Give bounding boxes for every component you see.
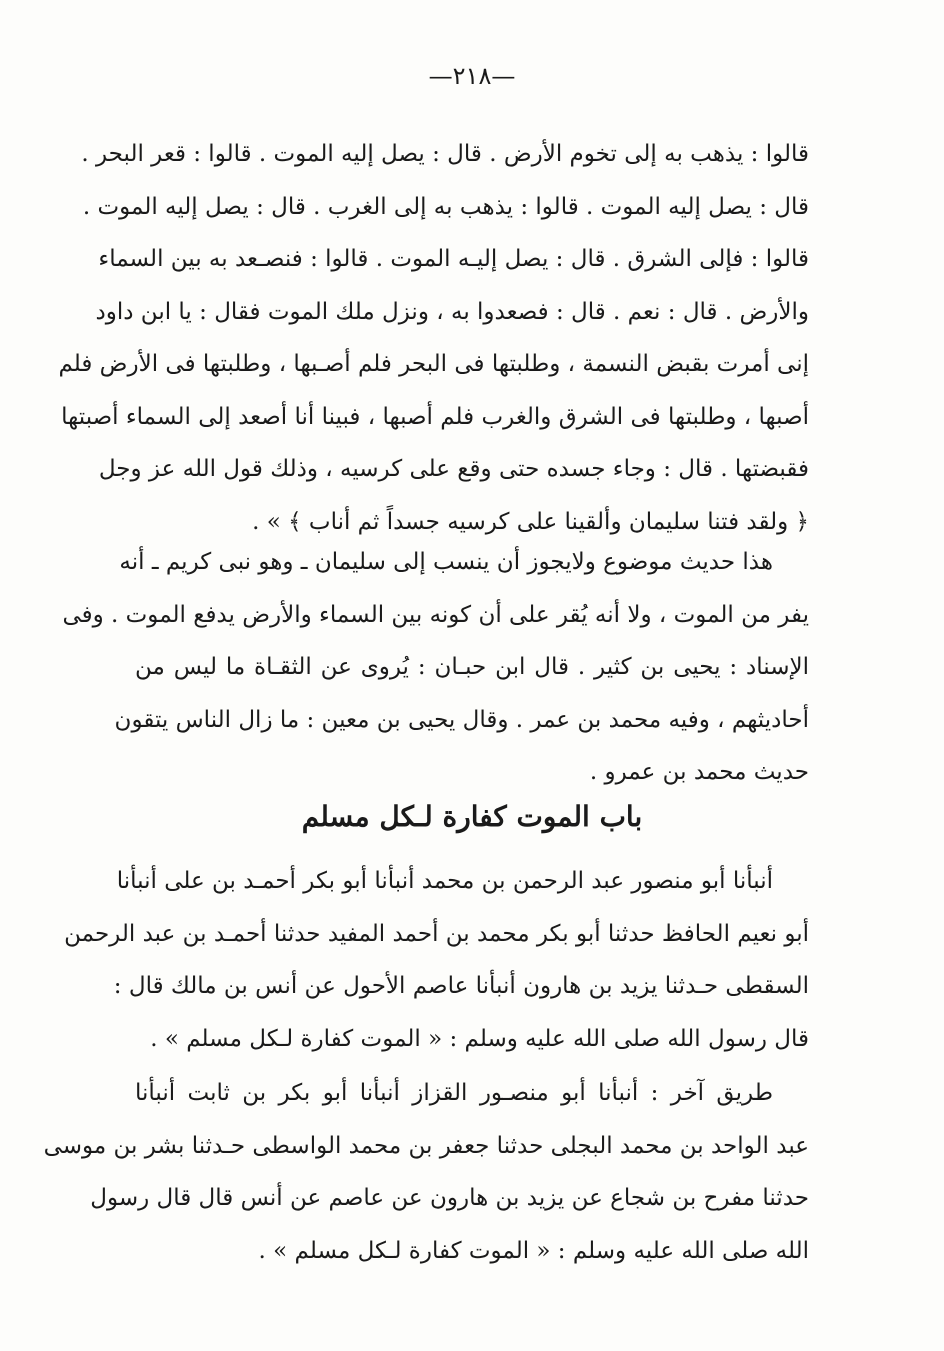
- page-number: —٢١٨—: [428, 62, 516, 90]
- paragraph-dialogue: [58, 128, 809, 548]
- text-line: قال رسول الله صلى الله عليه وسلم : « الموت كفارة لـكل مسلم » .: [150, 1025, 809, 1052]
- text-line: السقطى حـدثنا يزيد بن هارون أنبأنا عاصم الأحول عن أنس بن مالك قال :: [113, 973, 809, 999]
- text-line: أصبها ، وطلبتها فى الشرق والغرب فلم أصبها ، فبينا أنا أصعد إلى السماء أصبتها: [61, 403, 809, 430]
- section-heading: باب الموت كفارة لـكل مسلم: [301, 800, 643, 833]
- text-line: ﴿ ولقد فتنا سليمان وألقينا على كرسيه جسداً ثم أناب ﴾ » .: [252, 508, 809, 535]
- paragraph-hadith-chain: [64, 855, 809, 1065]
- text-line: حديث محمد بن عمرو .: [589, 759, 809, 785]
- text-line: أبو نعيم الحافظ حدثنا أبو بكر محمد بن أحمد المفيد حدثنا أحمـد بن عبد الرحمن: [64, 920, 809, 947]
- text-line: أحاديثهم ، وفيه محمد بن عمر . وقال يحيى بن معين : ما زال الناس يتقون: [114, 706, 809, 733]
- text-line: يفر من الموت ، ولا أنه يُقر على أن كونه بين السماء والأرض يدفع الموت . وفى: [62, 601, 809, 628]
- text-line: الإسناد : يحيى بن كثير . قال ابن حبـان : يُروى عن الثقـاة ما ليس من: [135, 654, 809, 680]
- text-line: حدثنا مفرح بن شجاع عن يزيد بن هارون عن عاصم عن أنس قال قال رسول: [90, 1185, 809, 1211]
- text-line: أنبأنا أبو منصور عبد الرحمن بن محمد أنبأنا أبو بكر أحمـد بن على أنبأنا: [116, 868, 773, 894]
- text-line: فقبضتها . قال : وجاء جسده حتى وقع على كرسيه ، وذلك قول الله عز وجل: [98, 456, 809, 482]
- paragraph-commentary: [62, 536, 809, 799]
- text-line: إنى أمرت بقبض النسمة ، وطلبتها فى البحر فلم أصـبها ، وطلبتها فى الأرض فلم: [58, 351, 809, 377]
- text-line: هذا حديث موضوع ولايجوز أن ينسب إلى سليمان ـ وهو نبى كريم ـ أنه: [119, 549, 773, 575]
- text-line: الله صلى الله عليه وسلم : « الموت كفارة لـكل مسلم » .: [258, 1237, 809, 1264]
- text-line: قال : يصل إليه الموت . قالوا : يذهب به إلى الغرب . قال : يصل إليه الموت .: [82, 193, 809, 220]
- text-line: طريق آخر : أنبأنا أبو منصـور القزاز أنبأنا أبو بكر بن ثابت أنبأنا: [135, 1080, 773, 1106]
- text-line: قالوا : يذهب به إلى تخوم الأرض . قال : يصل إليه الموت . قالوا : قعر البحر .: [81, 141, 809, 167]
- paragraph-alternate-chain: [43, 1067, 809, 1277]
- text-line: قالوا : فإلى الشرق . قال : يصل إليـه الموت . قالوا : فنصـعد به بين السماء: [98, 246, 809, 272]
- text-line: عبد الواحد بن محمد البجلى حدثنا جعفر بن محمد الواسطى حـدثنا بشر بن موسى: [43, 1132, 809, 1159]
- text-line: والأرض . قال : نعم . قال : فصعدوا به ، ونزل ملك الموت فقال : يا ابن داود: [95, 298, 809, 325]
